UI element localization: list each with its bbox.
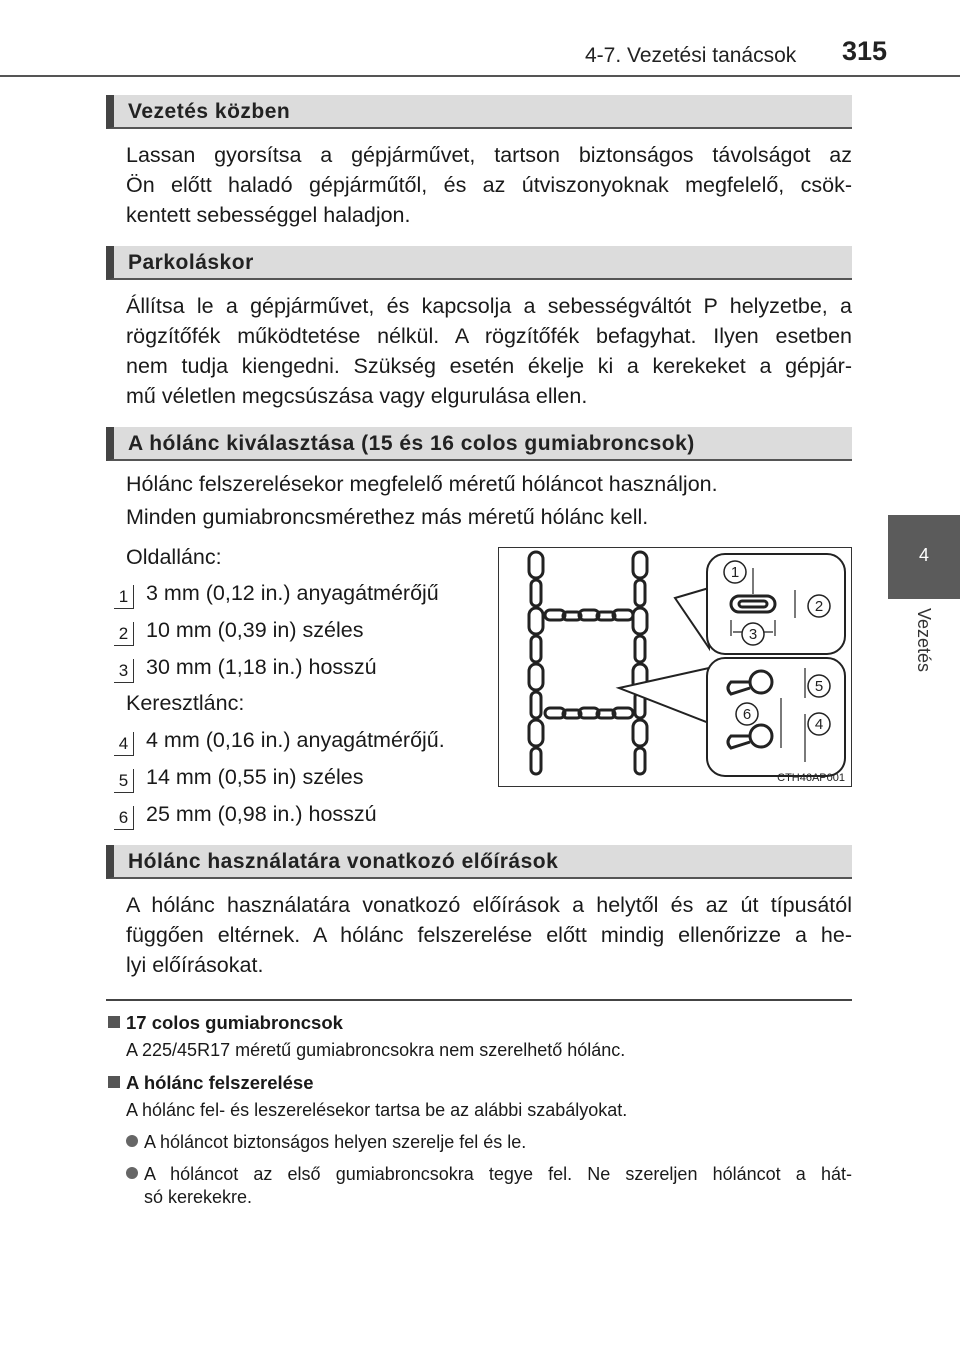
note-title: 17 colos gumiabroncsok — [126, 1012, 343, 1033]
running-header: 4-7. Vezetési tanácsok — [585, 44, 797, 67]
note-heading-install — [108, 1072, 313, 1094]
item-text: 25 mm (0,98 in.) hosszú — [146, 802, 377, 826]
text-line: Minden gumiabroncsmérethez más méretű hólánc kell. — [126, 505, 649, 529]
figure-callout-label: 6 — [742, 706, 752, 723]
callout-number: 6 — [114, 806, 134, 830]
bullet-item — [126, 1162, 852, 1186]
item-text: 14 mm (0,55 in) széles — [146, 765, 364, 789]
text-line: rögzítőfék működtetése nélkül. A rögzítőfék befagyhat. Ilyen esetben — [126, 324, 852, 348]
side-chain-label: Oldallánc: — [126, 545, 222, 569]
chapter-label-text: Vezetés — [914, 608, 934, 673]
text-line: lyi előírásokat. — [126, 953, 264, 977]
snow-chain-illustration — [499, 548, 850, 785]
section-heading-chain-select — [106, 427, 852, 461]
bullet-text-continuation: só kerekekre. — [144, 1187, 253, 1207]
bullet-text: A hóláncot az első gumiabroncsokra tegye fel. Ne szereljen hóláncot a hát- — [144, 1164, 852, 1184]
text-line: Ön előtt haladó gépjárműtől, és az útviszonyoknak megfelelő, csök- — [126, 173, 852, 197]
text-line: A hólánc használatára vonatkozó előírások a helytől és az út típusától — [126, 893, 852, 917]
item-text: 3 mm (0,12 in.) anyagátmérőjű — [146, 581, 439, 605]
text-line: mű véletlen megcsúszása vagy elgurulása ellen. — [126, 384, 588, 408]
callout-number: 4 — [114, 732, 134, 756]
note-title: A hólánc felszerelése — [126, 1072, 314, 1093]
text-line: Hólánc felszerelésekor megfelelő méretű hóláncot használjon. — [126, 472, 718, 496]
side-chain-item-2 — [114, 618, 363, 646]
cross-chain-item-5 — [114, 765, 363, 793]
square-bullet-icon — [108, 1016, 120, 1028]
section-heading-parking — [106, 246, 852, 280]
note-heading-tire17 — [108, 1012, 343, 1034]
circle-bullet-icon — [126, 1167, 138, 1179]
figure-callout-label: 4 — [814, 716, 824, 733]
cross-chain-item-6 — [114, 802, 377, 830]
item-text: 30 mm (1,18 in.) hosszú — [146, 655, 377, 679]
figure-code: CTH46AP001 — [777, 772, 845, 784]
paragraph-parking — [126, 291, 852, 411]
text-line: nem tudja kiengedni. Szükség esetén ékelje ki a kerekeket a gépjár- — [126, 354, 852, 378]
paragraph-driving — [126, 140, 852, 230]
figure-callout-label: 1 — [730, 564, 740, 581]
notes-divider — [106, 999, 852, 1001]
text-line: Állítsa le a gépjárművet, és kapcsolja a sebességváltót P helyzetbe, a — [126, 294, 852, 318]
section-heading-regulations — [106, 845, 852, 879]
note-text: A 225/45R17 méretű gumiabroncsokra nem szerelhető hólánc. — [126, 1040, 626, 1060]
item-text: 10 mm (0,39 in) széles — [146, 618, 364, 642]
chapter-tab — [888, 515, 960, 599]
page-number: 315 — [842, 36, 888, 66]
cross-chain-label: Keresztlánc: — [126, 691, 245, 715]
side-chain-item-1 — [114, 581, 439, 609]
paragraph-regulations — [126, 890, 852, 980]
square-bullet-icon — [108, 1076, 120, 1088]
chapter-number: 4 — [918, 545, 929, 565]
text-line: kentett sebességgel haladjon. — [126, 203, 411, 227]
cross-chain-item-4 — [114, 728, 445, 756]
callout-number: 1 — [114, 585, 134, 609]
text-line: függően eltérnek. A hólánc felszerelése előtt mindig ellenőrizze a he- — [126, 923, 852, 947]
figure-callout-label: 2 — [814, 598, 824, 615]
header-divider — [0, 75, 960, 77]
text-line: Lassan gyorsítsa a gépjárművet, tartson biztonságos távolságot az — [126, 143, 852, 167]
callout-number: 2 — [114, 622, 134, 646]
section-title: Parkoláskor — [128, 251, 254, 274]
snow-chain-figure — [498, 547, 852, 787]
section-heading-driving — [106, 95, 852, 129]
bullet-item — [126, 1130, 852, 1154]
callout-number: 3 — [114, 659, 134, 683]
bullet-text: A hóláncot biztonságos helyen szerelje fel és le. — [144, 1132, 527, 1152]
circle-bullet-icon — [126, 1135, 138, 1147]
section-title: Hólánc használatára vonatkozó előírások — [128, 850, 559, 873]
item-text: 4 mm (0,16 in.) anyagátmérőjű. — [146, 728, 445, 752]
side-chain-item-3 — [114, 655, 377, 683]
chapter-label — [894, 608, 954, 708]
section-title: Vezetés közben — [128, 100, 291, 123]
figure-callout-label: 5 — [814, 678, 824, 695]
figure-callout-label: 3 — [748, 626, 758, 643]
section-title: A hólánc kiválasztása (15 és 16 colos gumiabroncsok) — [128, 432, 695, 455]
note-text: A hólánc fel- és leszerelésekor tartsa be az alábbi szabályokat. — [126, 1100, 628, 1120]
callout-number: 5 — [114, 769, 134, 793]
